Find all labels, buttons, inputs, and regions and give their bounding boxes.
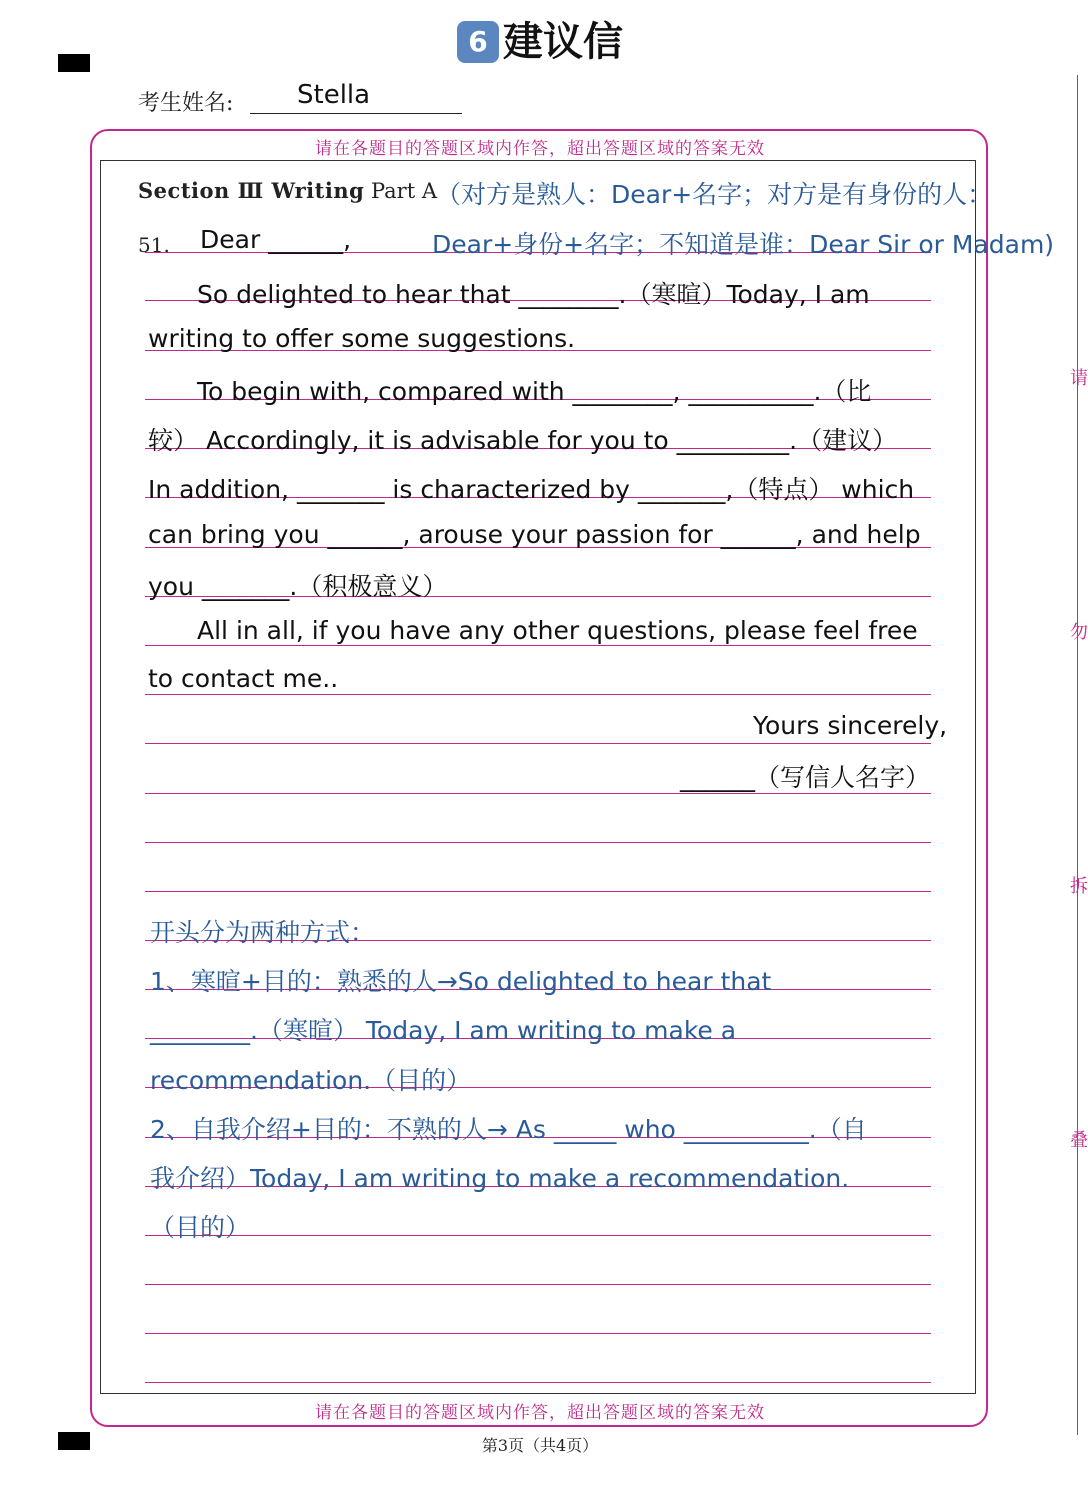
letter-line-8: All in all, if you have any other questions, please feel free: [197, 616, 918, 645]
question-number: 51.: [138, 233, 170, 257]
letter-line-2: writing to offer some suggestions.: [148, 324, 576, 353]
note-line-2: 1、寒暄+目的：熟悉的人→So delighted to hear that: [150, 967, 772, 996]
salutation-note-1: （对方是熟人：Dear+名字；对方是有身份的人：: [436, 180, 993, 209]
ruled-line: [145, 1284, 931, 1285]
section-part: Part A: [370, 179, 437, 203]
letter-line-7: you _______.（积极意义）: [148, 572, 448, 601]
note-line-3: ________.（寒暄） Today, I am writing to make a: [150, 1016, 737, 1045]
note-line-1: 开头分为两种方式：: [150, 918, 376, 947]
edge-char: 勿: [1070, 622, 1088, 643]
warning-top: 请在各题目的答题区域内作答，超出答题区域的答案无效: [315, 139, 765, 159]
title-text: 建议信: [503, 19, 623, 65]
letter-line-5: In addition, _______ is characterized by _______,（特点） which: [148, 475, 915, 504]
letter-line-3: To begin with, compared with ________, __________.（比: [197, 377, 872, 406]
letter-line-4: 较） Accordingly, it is advisable for you to _________.（建议）: [148, 426, 898, 455]
right-edge-line: [1077, 75, 1078, 1435]
ruled-line: [145, 1235, 931, 1236]
name-value: Stella: [297, 80, 371, 110]
ruled-line: [145, 891, 931, 892]
edge-char: 叠: [1070, 1130, 1088, 1151]
letter-closing: Yours sincerely,: [753, 711, 948, 740]
ruled-line: [145, 694, 931, 695]
ruled-line: [145, 842, 931, 843]
edge-char: 拆: [1070, 876, 1088, 897]
letter-line-1: So delighted to hear that ________.（寒暄）Today, I am: [197, 280, 870, 309]
name-underline: [250, 113, 462, 114]
ruled-line: [145, 1333, 931, 1334]
letter-salutation: Dear ______,: [200, 225, 352, 254]
ruled-line: [145, 645, 931, 646]
edge-char: 请: [1070, 368, 1088, 389]
letter-line-9: to contact me..: [148, 664, 339, 693]
note-line-6: 我介绍）Today, I am writing to make a recommendation.: [150, 1164, 850, 1193]
section-header: [138, 178, 437, 203]
number-badge: 6: [457, 21, 499, 63]
name-label: 考生姓名:: [138, 91, 234, 116]
warning-bottom: 请在各题目的答题区域内作答，超出答题区域的答案无效: [315, 1403, 765, 1423]
salutation-note-2: Dear+身份+名字；不知道是谁：Dear Sir or Madam): [432, 230, 1055, 259]
page-number: 第3页（共4页）: [481, 1436, 599, 1455]
note-line-5: 2、自我介绍+目的：不熟的人→ As _____ who __________.（自: [150, 1115, 867, 1144]
section-title: Section Ⅲ Writing: [138, 178, 365, 203]
letter-signature: ______（写信人名字）: [680, 763, 931, 792]
ruled-line: [145, 1382, 931, 1383]
note-line-4: recommendation.（目的）: [150, 1066, 472, 1095]
page-title: [0, 10, 1080, 67]
ruled-line: [145, 743, 931, 744]
letter-line-6: can bring you ______, arouse your passion for ______, and help: [148, 520, 921, 549]
note-line-7: （目的）: [150, 1213, 251, 1242]
